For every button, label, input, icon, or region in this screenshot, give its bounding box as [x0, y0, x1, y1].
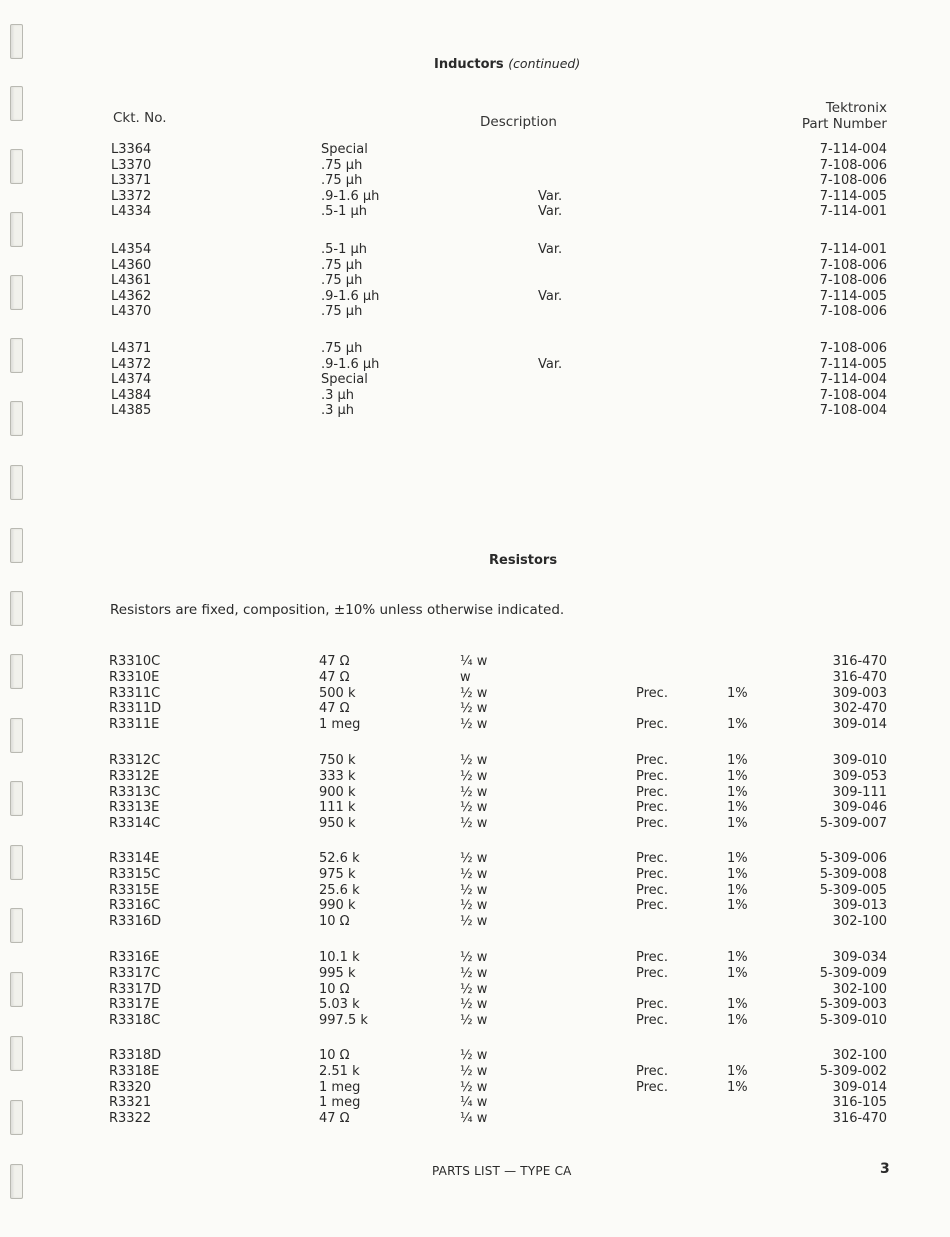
resistor-type: Prec. [636, 816, 668, 832]
resistor-wattage: ½ w [460, 851, 488, 866]
resistor-wattage: ½ w [460, 866, 488, 882]
resistor-part-number: 5-309-003 [819, 997, 887, 1013]
resistor-part-number: 309-046 [832, 800, 887, 816]
resistor-row [0, 898, 950, 914]
resistor-part-number: 309-003 [832, 685, 887, 701]
resistor-row [0, 816, 950, 832]
binding-hole [10, 528, 23, 563]
resistor-part-number: 5-309-006 [819, 851, 887, 866]
resistor-row [0, 686, 950, 702]
resistors-title: Resistors [489, 553, 558, 568]
resistor-tolerance: 1% [727, 882, 748, 898]
resistor-part-number: 302-100 [832, 1048, 887, 1063]
inductor-ckt-no: L3370 [111, 157, 152, 173]
resistor-value: 52.6 k [319, 851, 360, 866]
resistor-ckt-no: R3315C [109, 866, 161, 882]
header-ckt-no: Ckt. No. [113, 110, 167, 126]
resistor-type: Prec. [636, 768, 668, 784]
inductors-title [434, 56, 580, 72]
inductor-ckt-no: L4370 [111, 304, 152, 320]
resistor-part-number: 309-013 [832, 898, 887, 914]
resistor-row [0, 867, 950, 883]
resistor-part-number: 316-105 [832, 1095, 887, 1111]
binding-hole [10, 465, 23, 500]
resistor-tolerance: 1% [727, 800, 748, 816]
inductor-part-number: 7-108-004 [819, 403, 887, 419]
inductor-part-number: 7-114-001 [819, 242, 887, 257]
inductor-value: .75 µh [321, 157, 363, 173]
inductor-row [0, 158, 950, 174]
resistor-wattage: ½ w [460, 768, 488, 784]
binding-hole [10, 86, 23, 121]
footer-label: PARTS LIST — TYPE CA [432, 1164, 572, 1178]
inductor-value: .5-1 µh [321, 204, 368, 220]
resistor-value: 1 meg [319, 717, 361, 733]
resistor-wattage: ½ w [460, 784, 488, 800]
resistor-ckt-no: R3318C [109, 1013, 161, 1029]
inductor-row [0, 388, 950, 404]
inductor-part-number: 7-114-005 [819, 188, 887, 204]
resistor-value: 10 Ω [319, 914, 350, 930]
resistor-ckt-no: R3316C [109, 898, 161, 914]
inductor-ckt-no: L3372 [111, 188, 152, 204]
resistor-row [0, 982, 950, 998]
resistor-type: Prec. [636, 898, 668, 914]
resistor-ckt-no: R3314E [109, 851, 160, 866]
resistor-ckt-no: R3315E [109, 882, 160, 898]
resistor-type: Prec. [636, 685, 668, 701]
inductor-part-number: 7-108-006 [819, 257, 887, 273]
resistor-type: Prec. [636, 1063, 668, 1079]
resistor-part-number: 316-470 [832, 654, 887, 669]
resistor-value: 995 k [319, 965, 356, 981]
resistor-row [0, 851, 950, 867]
resistor-wattage: ½ w [460, 816, 488, 832]
inductor-ckt-no: L4334 [111, 204, 152, 220]
inductor-value: .75 µh [321, 273, 363, 289]
inductor-ckt-no: L4374 [111, 372, 152, 388]
resistor-part-number: 316-470 [832, 669, 887, 685]
resistor-row [0, 950, 950, 966]
resistor-part-number: 5-309-005 [819, 882, 887, 898]
inductor-row [0, 372, 950, 388]
binding-hole [10, 24, 23, 59]
resistor-value: 2.51 k [319, 1063, 360, 1079]
resistor-value: 1 meg [319, 1095, 361, 1111]
resistor-part-number: 309-014 [832, 1079, 887, 1095]
inductor-row [0, 289, 950, 305]
resistor-ckt-no: R3311E [109, 717, 160, 733]
inductor-modifier: Var. [538, 356, 563, 372]
resistor-ckt-no: R3313E [109, 800, 160, 816]
inductor-part-number: 7-108-004 [819, 387, 887, 403]
resistor-type: Prec. [636, 965, 668, 981]
resistor-row [0, 883, 950, 899]
resistor-value: 750 k [319, 753, 356, 768]
inductor-value: .75 µh [321, 257, 363, 273]
resistor-part-number: 302-100 [832, 981, 887, 997]
resistor-row [0, 753, 950, 769]
resistor-type: Prec. [636, 753, 668, 768]
resistor-tolerance: 1% [727, 851, 748, 866]
resistor-part-number: 309-053 [832, 768, 887, 784]
inductor-modifier: Var. [538, 204, 563, 220]
inductor-part-number: 7-114-004 [819, 372, 887, 388]
inductor-part-number: 7-108-006 [819, 341, 887, 356]
resistor-part-number: 5-309-002 [819, 1063, 887, 1079]
resistor-value: 975 k [319, 866, 356, 882]
resistor-value: 5.03 k [319, 997, 360, 1013]
inductors-title-text: Inductors [434, 57, 504, 72]
resistor-wattage: ¼ w [460, 1111, 488, 1127]
inductor-part-number: 7-108-006 [819, 173, 887, 189]
resistor-type: Prec. [636, 997, 668, 1013]
resistor-wattage: ½ w [460, 914, 488, 930]
resistor-row [0, 914, 950, 930]
resistor-part-number: 5-309-007 [819, 816, 887, 832]
resistor-part-number: 302-100 [832, 914, 887, 930]
inductor-value: .75 µh [321, 173, 363, 189]
resistor-part-number: 302-470 [832, 701, 887, 717]
resistor-ckt-no: R3317D [109, 981, 162, 997]
resistor-type: Prec. [636, 717, 668, 733]
inductor-row [0, 189, 950, 205]
resistor-ckt-no: R3320 [109, 1079, 152, 1095]
resistor-ckt-no: R3311D [109, 701, 162, 717]
resistor-value: 47 Ω [319, 669, 350, 685]
resistor-ckt-no: R3312E [109, 768, 160, 784]
resistor-type: Prec. [636, 1013, 668, 1029]
header-part-number: Part Number [801, 116, 887, 132]
resistor-part-number: 309-014 [832, 717, 887, 733]
inductor-row [0, 142, 950, 158]
resistor-wattage: ½ w [460, 717, 488, 733]
resistor-tolerance: 1% [727, 753, 748, 768]
inductor-part-number: 7-108-006 [819, 304, 887, 320]
resistor-tolerance: 1% [727, 866, 748, 882]
resistor-row [0, 701, 950, 717]
resistor-type: Prec. [636, 866, 668, 882]
inductor-modifier: Var. [538, 288, 563, 304]
inductor-ckt-no: L4360 [111, 257, 152, 273]
inductor-row [0, 304, 950, 320]
resistor-wattage: ½ w [460, 1013, 488, 1029]
resistor-ckt-no: R3321 [109, 1095, 152, 1111]
resistor-ckt-no: R3322 [109, 1111, 152, 1127]
inductor-ckt-no: L4354 [111, 242, 152, 257]
inductor-modifier: Var. [538, 188, 563, 204]
inductor-ckt-no: L3371 [111, 173, 152, 189]
resistor-value: 47 Ω [319, 654, 350, 669]
resistor-wattage: ½ w [460, 950, 488, 965]
inductor-part-number: 7-114-005 [819, 356, 887, 372]
resistor-wattage: ¼ w [460, 654, 488, 669]
inductor-value: .9-1.6 µh [321, 288, 380, 304]
resistor-type: Prec. [636, 784, 668, 800]
resistor-part-number: 5-309-009 [819, 965, 887, 981]
inductor-value: Special [321, 372, 368, 388]
resistor-part-number: 309-111 [832, 784, 887, 800]
inductor-part-number: 7-108-006 [819, 157, 887, 173]
resistor-part-number: 309-010 [832, 753, 887, 768]
resistors-note: Resistors are fixed, composition, ±10% unless otherwise indicated. [110, 602, 565, 618]
resistor-part-number: 5-309-010 [819, 1013, 887, 1029]
resistor-value: 47 Ω [319, 701, 350, 717]
resistor-value: 10 Ω [319, 981, 350, 997]
resistor-row [0, 717, 950, 733]
resistor-wattage: ½ w [460, 981, 488, 997]
resistor-value: 950 k [319, 816, 356, 832]
resistor-tolerance: 1% [727, 1079, 748, 1095]
resistor-row [0, 966, 950, 982]
resistor-row [0, 670, 950, 686]
inductor-ckt-no: L4384 [111, 387, 152, 403]
resistor-tolerance: 1% [727, 997, 748, 1013]
inductor-row [0, 403, 950, 419]
resistor-wattage: ½ w [460, 1079, 488, 1095]
resistor-value: 1 meg [319, 1079, 361, 1095]
inductor-row [0, 341, 950, 357]
inductor-ckt-no: L4372 [111, 356, 152, 372]
resistor-value: 111 k [319, 800, 356, 816]
inductor-value: Special [321, 142, 368, 157]
inductor-row [0, 273, 950, 289]
resistor-tolerance: 1% [727, 1013, 748, 1029]
resistor-tolerance: 1% [727, 898, 748, 914]
resistor-wattage: ½ w [460, 882, 488, 898]
inductor-row [0, 242, 950, 258]
resistor-type: Prec. [636, 851, 668, 866]
binding-hole [10, 1164, 23, 1199]
page-number: 3 [880, 1161, 890, 1177]
resistor-ckt-no: R3310C [109, 654, 161, 669]
resistor-type: Prec. [636, 800, 668, 816]
resistor-ckt-no: R3310E [109, 669, 160, 685]
inductor-ckt-no: L4385 [111, 403, 152, 419]
resistor-row [0, 1064, 950, 1080]
resistor-row [0, 785, 950, 801]
resistor-ckt-no: R3317E [109, 997, 160, 1013]
resistor-wattage: ½ w [460, 898, 488, 914]
resistor-tolerance: 1% [727, 685, 748, 701]
resistor-wattage: ½ w [460, 1048, 488, 1063]
resistor-ckt-no: R3318D [109, 1048, 162, 1063]
inductor-row [0, 357, 950, 373]
resistor-wattage: ½ w [460, 685, 488, 701]
inductor-ckt-no: L4362 [111, 288, 152, 304]
resistor-wattage: ½ w [460, 965, 488, 981]
resistor-part-number: 309-034 [832, 950, 887, 965]
resistor-ckt-no: R3313C [109, 784, 161, 800]
inductor-value: .3 µh [321, 403, 355, 419]
resistor-tolerance: 1% [727, 965, 748, 981]
resistor-row [0, 654, 950, 670]
resistor-wattage: ½ w [460, 753, 488, 768]
resistor-ckt-no: R3318E [109, 1063, 160, 1079]
resistor-wattage: w [460, 669, 471, 685]
binding-hole [10, 591, 23, 626]
resistor-wattage: ½ w [460, 800, 488, 816]
inductor-value: .3 µh [321, 387, 355, 403]
inductor-part-number: 7-114-004 [819, 142, 887, 157]
resistor-value: 900 k [319, 784, 356, 800]
inductor-part-number: 7-108-006 [819, 273, 887, 289]
resistor-value: 997.5 k [319, 1013, 368, 1029]
resistor-ckt-no: R3311C [109, 685, 161, 701]
resistor-row [0, 1048, 950, 1064]
resistor-tolerance: 1% [727, 768, 748, 784]
resistor-row [0, 1095, 950, 1111]
resistor-row [0, 997, 950, 1013]
inductor-value: .9-1.6 µh [321, 188, 380, 204]
resistor-type: Prec. [636, 1079, 668, 1095]
resistor-value: 25.6 k [319, 882, 360, 898]
inductor-row [0, 258, 950, 274]
inductor-value: .9-1.6 µh [321, 356, 380, 372]
inductor-part-number: 7-114-001 [819, 204, 887, 220]
resistor-value: 990 k [319, 898, 356, 914]
inductor-value: .5-1 µh [321, 242, 368, 257]
resistor-row [0, 1013, 950, 1029]
inductor-row [0, 173, 950, 189]
resistor-ckt-no: R3316D [109, 914, 162, 930]
resistor-tolerance: 1% [727, 816, 748, 832]
resistor-tolerance: 1% [727, 1063, 748, 1079]
inductor-modifier: Var. [538, 242, 563, 257]
resistor-value: 10 Ω [319, 1048, 350, 1063]
resistor-value: 47 Ω [319, 1111, 350, 1127]
inductor-ckt-no: L3364 [111, 142, 152, 157]
header-tektronix: Tektronix [825, 100, 887, 116]
inductor-part-number: 7-114-005 [819, 288, 887, 304]
inductor-row [0, 204, 950, 220]
resistor-ckt-no: R3312C [109, 753, 161, 768]
resistor-wattage: ½ w [460, 997, 488, 1013]
inductor-ckt-no: L4371 [111, 341, 152, 356]
resistor-wattage: ½ w [460, 1063, 488, 1079]
resistor-tolerance: 1% [727, 784, 748, 800]
resistor-row [0, 800, 950, 816]
resistor-ckt-no: R3314C [109, 816, 161, 832]
resistor-type: Prec. [636, 950, 668, 965]
resistor-row [0, 1080, 950, 1096]
header-description: Description [480, 114, 557, 130]
resistor-ckt-no: R3316E [109, 950, 160, 965]
resistor-row [0, 769, 950, 785]
inductor-value: .75 µh [321, 304, 363, 320]
inductors-continued: (continued) [508, 56, 581, 71]
resistor-wattage: ¼ w [460, 1095, 488, 1111]
resistor-value: 10.1 k [319, 950, 360, 965]
inductor-ckt-no: L4361 [111, 273, 152, 289]
resistor-row [0, 1111, 950, 1127]
resistor-wattage: ½ w [460, 701, 488, 717]
inductor-value: .75 µh [321, 341, 363, 356]
resistor-part-number: 316-470 [832, 1111, 887, 1127]
resistor-tolerance: 1% [727, 717, 748, 733]
resistor-ckt-no: R3317C [109, 965, 161, 981]
resistor-type: Prec. [636, 882, 668, 898]
resistor-part-number: 5-309-008 [819, 866, 887, 882]
resistor-value: 333 k [319, 768, 356, 784]
resistor-value: 500 k [319, 685, 356, 701]
resistor-tolerance: 1% [727, 950, 748, 965]
